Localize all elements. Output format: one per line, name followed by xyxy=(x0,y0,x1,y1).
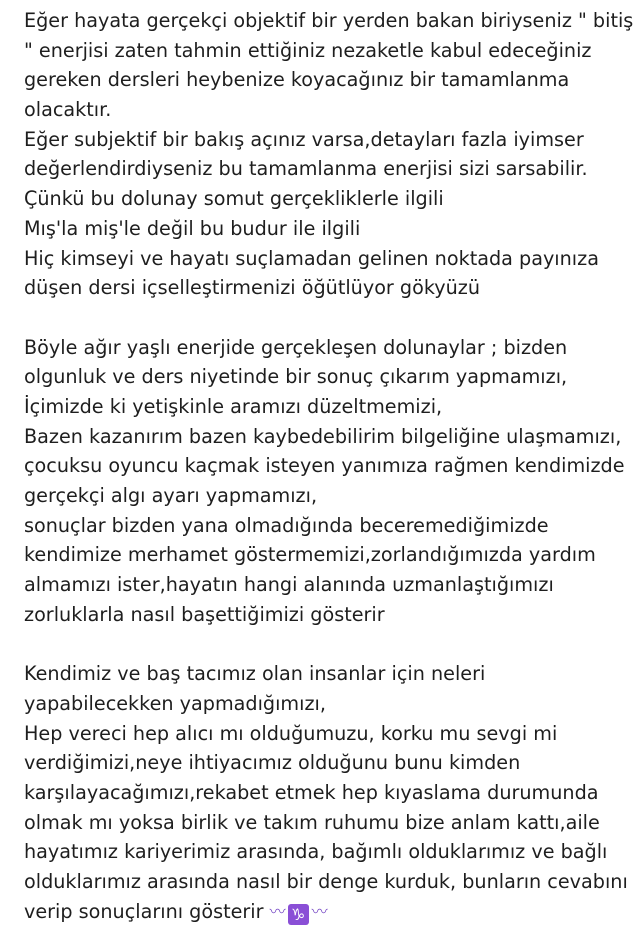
text-line: olgunluk ve ders niyetinde bir sonuç çıkarım yapmamızı, xyxy=(24,365,568,389)
wavy-dash-icon: 〰 xyxy=(269,901,284,921)
text-line: Hiç kimseyi ve hayatı suçlamadan gelinen noktada payınıza xyxy=(24,246,599,270)
text-line: Kendimiz ve baş tacımız olan insanlar için neleri xyxy=(24,662,486,686)
text-line: verdiğimizi,neye ihtiyacımız olduğunu bunu kimden xyxy=(24,751,521,775)
text-line: çocuksu oyuncu kaçmak isteyen yanımıza rağmen kendimizde xyxy=(24,454,625,478)
text-line: Mış'la miş'le değil bu budur ile ilgili xyxy=(24,216,361,240)
text-line: zorluklarla nasıl başettiğimizi gösterir xyxy=(24,602,385,626)
text-line: değerlendirdiyseniz bu tamamlanma enerjisi sizi sarsabilir. xyxy=(24,157,588,181)
text-line: Hep vereci hep alıcı mı olduğumuzu, korku mu sevgi mi xyxy=(24,721,558,745)
capricorn-icon: ♑ xyxy=(288,904,309,925)
last-text-line xyxy=(24,897,636,926)
text-line: Eğer subjektif bir bakış açınız varsa,detayları fazla iyimser xyxy=(24,127,584,151)
text-line: yapabilecekken yapmadığımızı, xyxy=(24,691,326,715)
paragraph-1 xyxy=(24,6,636,303)
text-line: gerçekçi algı ayarı yapmamızı, xyxy=(24,484,318,507)
paragraph-gap xyxy=(24,303,636,333)
text-line: olmak mı yoksa birlik ve takım ruhumu bize anlam kattı,aile xyxy=(24,810,600,834)
text-line: İçimizde ki yetişkinle aramızı düzeltmemizi, xyxy=(24,394,443,418)
text-line: olduklarımız arasında nasıl bir denge kurduk, bunların cevabını xyxy=(24,869,628,893)
text-line: almamızı ister,hayatın hangi alanında uzmanlaştığımızı xyxy=(24,573,554,597)
wavy-dash-icon: 〰 xyxy=(311,901,326,921)
last-line-text: verip sonuçlarını gösterir xyxy=(24,899,270,923)
paragraph-gap xyxy=(24,629,636,659)
text-line: olacaktır. xyxy=(24,98,112,122)
text-line: " enerjisi zaten tahmin ettiğiniz nezaketle kabul edeceğiniz xyxy=(24,38,592,62)
paragraph-2 xyxy=(24,333,636,630)
paragraph-3 xyxy=(24,659,636,926)
text-line: gereken dersleri heybenize koyacağınız bir tamamlanma xyxy=(24,68,570,92)
text-line: Eğer hayata gerçekçi objektif bir yerden bakan biriyseniz " bitiş xyxy=(24,9,634,32)
text-line: sonuçlar bizden yana olmadığında beceremediğimizde xyxy=(24,513,549,537)
text-line: karşılayacağımızı,rekabet etmek hep kıyaslama durumunda xyxy=(24,780,599,804)
post-text xyxy=(24,6,636,926)
text-line: Bazen kazanırım bazen kaybedebilirim bilgeliğine ulaşmamızı, xyxy=(24,424,622,448)
text-line: kendimize merhamet göstermemizi,zorlandığımızda yardım xyxy=(24,543,596,567)
text-line: Böyle ağır yaşlı enerjide gerçekleşen dolunaylar ; bizden xyxy=(24,335,568,359)
text-line: düşen dersi içselleştirmenizi öğütlüyor gökyüzü xyxy=(24,276,481,300)
text-line: hayatımız kariyerimiz arasında, bağımlı olduklarımız ve bağlı xyxy=(24,840,608,864)
text-line: Çünkü bu dolunay somut gerçekliklerle ilgili xyxy=(24,187,444,211)
